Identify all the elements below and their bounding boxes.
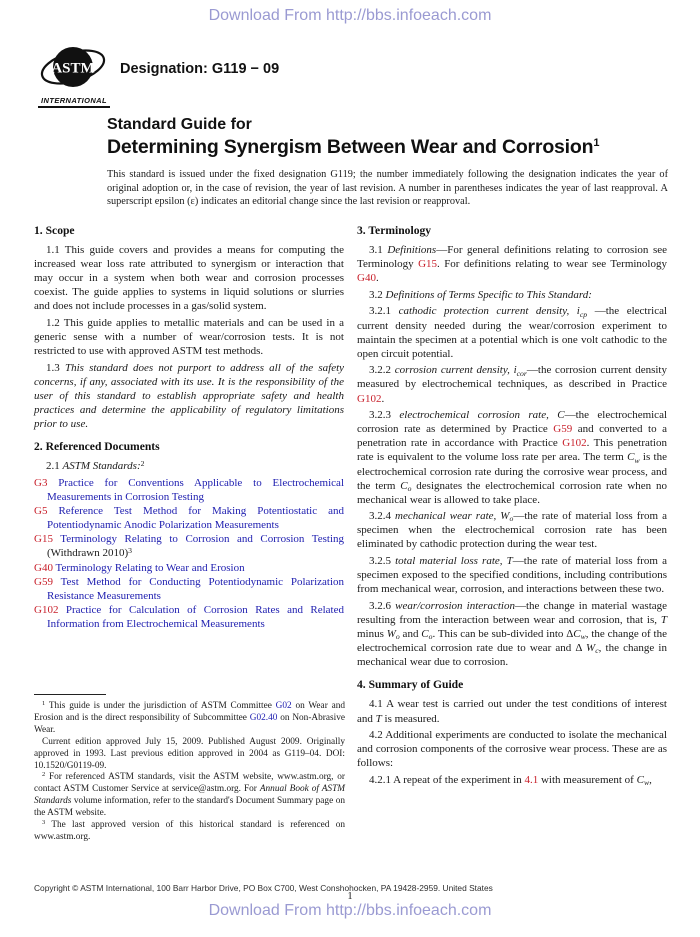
text-run: o <box>407 483 412 493</box>
paragraph: 1.2 This guide applies to metallic materials and can be used in a generic sense with a number of wear/corrosion tests. It is not restricted to use with approved ASTM test methods. <box>34 317 344 358</box>
ref-link[interactable]: G40 <box>34 561 53 574</box>
text-run: C <box>421 628 429 641</box>
section-heading-scope: 1. Scope <box>34 224 75 237</box>
paragraph <box>34 504 344 532</box>
text-run: 3 <box>128 545 132 555</box>
ref-link[interactable]: G102 <box>34 603 59 616</box>
ref-link[interactable]: Practice for Calculation of Corrosion Rates and Related Information from Electrochemical Measurements <box>47 603 344 630</box>
paragraph: 1.1 This guide covers and provides a means for computing the increased wear loss rate attributed to synergism or interaction that may occur in a system when both wear and corrosion processes coexist. The guide applies to systems in liquid solutions or slurries and does not include processes in a gas/solid system. <box>34 244 344 313</box>
page-title-prefix: Standard Guide for <box>107 116 252 133</box>
text-run: w <box>580 632 586 642</box>
paragraph: 3.2.6 wear/corrosion interaction—the change in material wastage resulting from the interaction between wear and corrosion, that is, T minus $W_o$ and $C_o$. This can be sub-divided into $\Delta C_w$, the change of the electrochemical corrosion rate due to wear and Δ $W_c$, the change in mechanical wear due to corrosion. <box>357 599 668 669</box>
text-run: T <box>375 712 382 725</box>
text-run: electrochemical corrosion rate, C <box>399 409 565 422</box>
paragraph: Current edition approved July 15, 2009. Published August 2009. Originally approved in 1993. Last previous edition approved in 2004 as G119–04. DOI: 10.1520/G0119-09. <box>34 736 345 771</box>
right-column <box>357 224 667 789</box>
section-terminology-body <box>357 243 667 669</box>
page-title-text: Determining Synergism Between Wear and Corrosion <box>107 136 594 158</box>
paragraph: 1.3 This standard does not purport to address all of the safety concerns, if any, associated with its use. It is the responsibility of the user of this standard to establish appropriate safety and health practices and determine the applicability of regulatory limitations prior to use. <box>34 361 345 431</box>
text-run: W <box>386 628 396 641</box>
title-block <box>107 115 668 162</box>
text-run: w <box>634 455 640 465</box>
ref-link[interactable]: Terminology Relating to Wear and Erosion <box>52 561 245 574</box>
paragraph: 3.2.3 electrochemical corrosion rate, C—the electrochemical corrosion rate as determined by Practice G59 and converted to a penetration rate in accordance with Practice G102. This penetration rate is equivalent to the volume loss rate per area. The term $C_w$ is the electrochemical corrosion rate during the corrosive wear process, and the term $C_o$ designates the electrochemical corrosion rate when no mechanical wear is allowed to take place. <box>357 409 668 506</box>
ref-link[interactable]: G15 <box>418 258 438 271</box>
paragraph: $^3$ The last approved version of this historical standard is referenced on www.astm.org. <box>34 818 345 842</box>
section-heading-summary: 4. Summary of Guide <box>357 678 464 692</box>
text-run: C <box>400 479 408 492</box>
footnote-list <box>34 701 345 844</box>
watermark-top-link[interactable]: Download From http://bbs.infoeach.com <box>208 7 492 24</box>
ref-link[interactable]: Reference Test Method for Making Potentiostatic and Potentiodynamic Anodic Polarization Measurements <box>47 505 344 532</box>
section-heading-terminology: 3. Terminology <box>357 224 432 237</box>
ref-link[interactable]: G02 <box>275 701 292 711</box>
ref-link[interactable]: G59 <box>553 423 573 436</box>
paragraph: 4.2 Additional experiments are conducted to isolate the mechanical and corrosion components of the corrosive wear process. These are as follows: <box>357 729 667 770</box>
paragraph: 3.1 Definitions—For general definitions relating to corrosion see Terminology G15. For definitions relating to wear see Terminology G40. <box>357 244 667 285</box>
text-run: cathodic protection current density, i <box>398 305 580 318</box>
section-heading-referenced-documents: 2. Referenced Documents <box>34 440 160 454</box>
paragraph <box>34 603 344 631</box>
footnotes <box>34 694 345 844</box>
paragraph: $^1$ This guide is under the jurisdiction of ASTM Committee G02 on Wear and Erosion and is the direct responsibility of Subcommittee G02.40 on Non-Abrasive Wear. <box>34 699 346 735</box>
astm-logo-acronym: ASTM <box>51 60 95 77</box>
ref-link[interactable]: 4.1 <box>524 773 539 786</box>
section-summary-body <box>357 697 667 787</box>
text-run: W <box>586 642 596 655</box>
text-run: C <box>627 451 635 464</box>
text-run: Definitions <box>387 244 437 257</box>
astm-logo <box>38 42 110 108</box>
text-run: cp <box>579 309 588 319</box>
astm-logo-icon <box>39 42 109 94</box>
paragraph <box>34 476 344 504</box>
ref-link[interactable]: G5 <box>34 505 48 518</box>
page-title <box>107 135 668 162</box>
text-run: o <box>428 632 433 642</box>
ref-link[interactable]: Practice for Conventions Applicable to Electrochemical Measurements in Corrosion Testing <box>47 477 344 504</box>
astm-logo-subtitle: INTERNATIONAL <box>38 96 110 108</box>
text-run: corrosion current density, i <box>394 364 517 377</box>
paragraph: 3.2.1 cathodic protection current density, $i_{cp}$ —the electrical current density needed during the wear/corrosion experiment to maintain the specimen at a potential which is one volt cathodic to the open circuit potential. <box>357 305 668 360</box>
page-number: 1 <box>347 891 353 902</box>
ref-link[interactable]: G02.40 <box>249 712 278 723</box>
watermark-bottom-link[interactable]: Download From http://bbs.infoeach.com <box>208 902 492 919</box>
section-scope-body <box>34 243 344 431</box>
paragraph: 4.2.1 A repeat of the experiment in 4.1 with measurement of $C_w$, <box>369 773 652 788</box>
ref-link[interactable]: G40 <box>357 272 376 285</box>
copyright-line: Copyright © ASTM International, 100 Barr Harbor Drive, PO Box C700, West Conshohocken, PA 19428-2959. United States <box>34 883 493 893</box>
title-footnote-ref: 1 <box>593 137 600 149</box>
text-run: cor <box>516 368 527 378</box>
text-run: mechanical wear rate, W <box>395 510 510 523</box>
text-run: o <box>395 632 400 642</box>
text-run: Annual Book of ASTM Standards <box>34 784 345 807</box>
text-run: c <box>595 646 599 656</box>
document-header <box>38 42 279 108</box>
text-run: 1 <box>42 699 46 707</box>
text-run: This standard does not purport to address all of the safety concerns, if any, associated with its use. It is the responsibility of the user of this standard to establish appropriate safety and health practices and determine the applicability of regulatory limitations prior to use. <box>34 361 345 431</box>
ref-link[interactable]: G59 <box>34 575 53 588</box>
text-run: 2 <box>42 770 46 778</box>
paragraph: $^2$ For referenced ASTM standards, visit the ASTM website, www.astm.org, or contact ASTM Customer Service at service@astm.org. For Annual Book of ASTM Standards volume information, refer to the standard's Document Summary page on the ASTM website. <box>34 770 345 819</box>
text-run: 2 <box>140 458 145 468</box>
text-run: C <box>573 628 581 641</box>
designation: Designation: G119 − 09 <box>120 61 280 77</box>
paragraph <box>34 575 344 603</box>
ref-link[interactable]: G3 <box>34 477 48 489</box>
paragraph: G15 Terminology Relating to Corrosion and Corrosion Testing (Withdrawn 2010)$^3$ <box>34 533 344 560</box>
text-run: total material loss rate, T <box>395 555 513 568</box>
text-run: o <box>509 514 514 524</box>
section-referenced-documents-intro <box>34 459 344 473</box>
issued-statement: This standard is issued under the fixed designation G119; the number immediately following the designation indicates the year of original adoption or, in the case of revision, the year of last revision. A number in parentheses indicates the year of last reapproval. A superscript epsilon (ε) indicates an editorial change since the last revision or reapproval. <box>107 169 668 208</box>
ref-link[interactable]: Terminology Relating to Corrosion and Corrosion Testing <box>52 533 344 546</box>
text-run: w <box>643 778 650 788</box>
text-run: ASTM Standards: <box>62 460 141 473</box>
paragraph: 3.2.5 total material loss rate, T—the rate of material loss from a specimen exposed to the specified conditions, including contributions from mechanical wear, corrosion, and interactions between these two. <box>357 555 667 596</box>
text-run: T <box>660 613 667 626</box>
referenced-standards-list <box>34 476 344 631</box>
text-run: Definitions of Terms Specific to This Standard: <box>385 288 592 301</box>
paragraph: 3.2.2 corrosion current density, $i_{cor}—the$ corrosion current density measured by electrochemical techniques, as described in Practice G102. <box>357 364 667 405</box>
ref-link[interactable]: G102 <box>357 392 382 405</box>
paragraph: 3.2.4 mechanical wear rate, $W_o—the$ rate of material loss from a specimen when the electrochemical corrosion rate has been eliminated by cathodic protection during the wear test. <box>357 510 667 551</box>
text-run: C <box>636 773 644 786</box>
paragraph: 4.1 A wear test is carried out under the test conditions of interest and T is measured. <box>357 698 667 725</box>
ref-link[interactable]: G102 <box>562 437 587 450</box>
footnote-divider <box>34 694 106 695</box>
ref-link[interactable]: Test Method for Conducting Potentiodynamic Polarization Resistance Measurements <box>47 575 344 602</box>
paragraph <box>34 561 344 575</box>
text-run: wear/corrosion interaction <box>395 599 515 612</box>
text-run: 3 <box>42 818 46 826</box>
paragraph: 2.1 ASTM Standards:$^2$ <box>46 458 145 473</box>
ref-link[interactable]: G15 <box>34 533 53 546</box>
paragraph: 3.2 Definitions of Terms Specific to This Standard: <box>369 288 592 301</box>
